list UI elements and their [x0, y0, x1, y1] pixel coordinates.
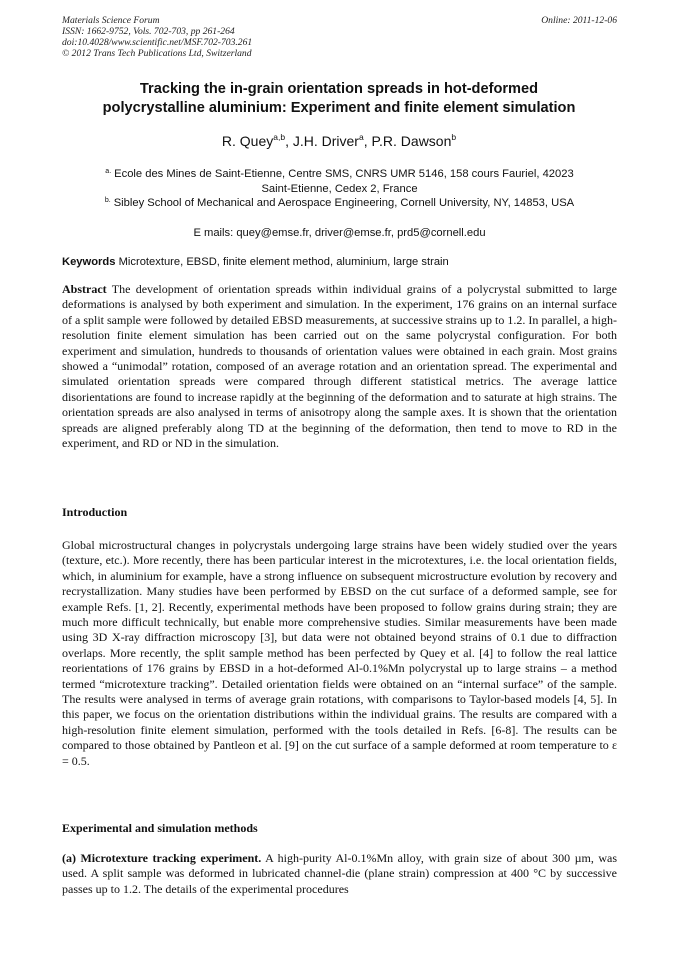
methods-subheading: (a) Microtexture tracking experiment.	[62, 851, 262, 865]
author-emails: E mails: quey@emse.fr, driver@emse.fr, prd5@cornell.edu	[193, 227, 486, 239]
introduction-paragraph: Global microstructural changes in polycrystals undergoing large strains have been widely studied over the years (texture, etc.). More recently, there has been particular interest in the microtextures, i.e. the local orientation fields, which, in aluminium for example, have a strong influence on subsequent microstructure evolution by recovery and recrystallization. Many studies have been performed by EBSD on the cut surface of a deformed sample, see for example Refs. [1, 2]. Recently, experimental methods have been proposed to follow grains during strain; they are much more difficult technically, but enable more comprehensive studies. Similar measurements have been made using 3D X-ray diffraction microscopy [3], but data were not obtained beyond strains of 0.1 due to diffraction overlaps. More recently, the split sample method has been perfected by Quey et al. [4] to follow the real lattice reorientations of 176 grains by EBSD in a hot-deformed Al-0.1%Mn polycrystal up to large strains – a method termed “microtexture tracking”. Detailed orientation fields were obtained on an “internal surface” of the sample. The results were analysed in terms of average grain rotations, with comparisons to Taylor-based models [4, 5]. In this paper, we focus on the orientation distributions within the individual grains. The results are compared with a high-resolution finite element simulation, performed with the tools detailed in Refs. [6-8]. The results can be compared to those obtained by Pantleon et al. [9] on the cut surface of a sample deformed at room temperature to ε = 0.5.	[62, 538, 617, 768]
affiliation-b	[62, 196, 617, 211]
author-name: J.H. Driver	[292, 133, 359, 149]
author-separator: ,	[285, 133, 293, 149]
author-name: R. Quey	[221, 133, 274, 149]
abstract-label: Abstract	[62, 282, 107, 296]
keywords	[62, 255, 617, 269]
methods-text: A high-purity Al-0.1%Mn alloy, with grain size of about 300 µm, was used. A split sample was deformed in lubricated channel-die (plane strain) compression at 400 °C by successive passes up to 1.2. The details of the experimental procedures	[62, 851, 618, 896]
affiliation-line: Sibley School of Mechanical and Aerospace Engineering, Cornell University, NY, 14853, USA	[113, 197, 575, 209]
author-affil-mark: a,b	[273, 132, 286, 142]
methods-paragraph	[62, 851, 617, 897]
affiliation-mark: b.	[104, 197, 111, 204]
keywords-label: Keywords	[62, 256, 116, 268]
affiliation-line: Saint-Etienne, Cedex 2, France	[261, 182, 418, 195]
author-separator: ,	[363, 133, 372, 149]
doi-line: doi:10.4028/www.scientific.net/MSF.702-703.261	[62, 37, 253, 48]
publication-header	[62, 15, 617, 59]
affiliation-line: Ecole des Mines de Saint-Etienne, Centre SMS, CNRS UMR 5146, 158 cours Fauriel, 42023	[114, 168, 574, 180]
keywords-text: Microtexture, EBSD, finite element method, aluminium, large strain	[118, 256, 449, 268]
abstract	[62, 282, 617, 451]
copyright-line: © 2012 Trans Tech Publications Ltd, Switzerland	[62, 48, 252, 59]
abstract-text: The development of orientation spreads within individual grains of a polycrystal submitted to large deformations is analysed by both experiment and simulation. In the experiment, 176 grains on an internal surface of a split sample were followed by detailed EBSD measurements, at successive strains up to 1.2. In parallel, a high-resolution finite element simulation has been carried out on the same polycrystal configuration. For both experiment and simulation, hundreds to thousands of orientation values were obtained in each grain. Most grains showed a “unimodal” rotation, composed of an average rotation and an orientation spread. The experimental and simulated orientation spreads were compared through different statistical metrics. The average lattice disorientations are found to increase rapidly at the beginning of the deformation and to saturate at high strains. The orientation spreads are also analysed in terms of anisotropy along the sample axes. It is shown that the orientation spreads are aligned preferably along TD at the beginning of the deformation, then tend to move to RD in the experiment, and RD or ND in the simulation.	[62, 282, 617, 451]
paper-title	[40, 80, 638, 117]
title-line-1: Tracking the in-grain orientation spreads in hot-deformed	[139, 81, 539, 97]
author-affil-mark: b	[451, 132, 457, 142]
section-heading-introduction: Introduction	[62, 505, 128, 519]
online-date: Online: 2011-12-06	[541, 15, 617, 26]
affiliation-a	[62, 167, 617, 196]
author-name: P.R. Dawson	[371, 133, 452, 149]
section-heading-methods: Experimental and simulation methods	[62, 821, 258, 835]
author-affil-mark: a	[358, 132, 364, 142]
title-line-2: polycrystalline aluminium: Experiment and finite element simulation	[102, 99, 576, 116]
affiliation-mark: a.	[105, 168, 112, 175]
author-list	[40, 132, 638, 150]
issn-line: ISSN: 1662-9752, Vols. 702-703, pp 261-264	[62, 26, 235, 37]
journal-name: Materials Science Forum	[62, 15, 160, 26]
